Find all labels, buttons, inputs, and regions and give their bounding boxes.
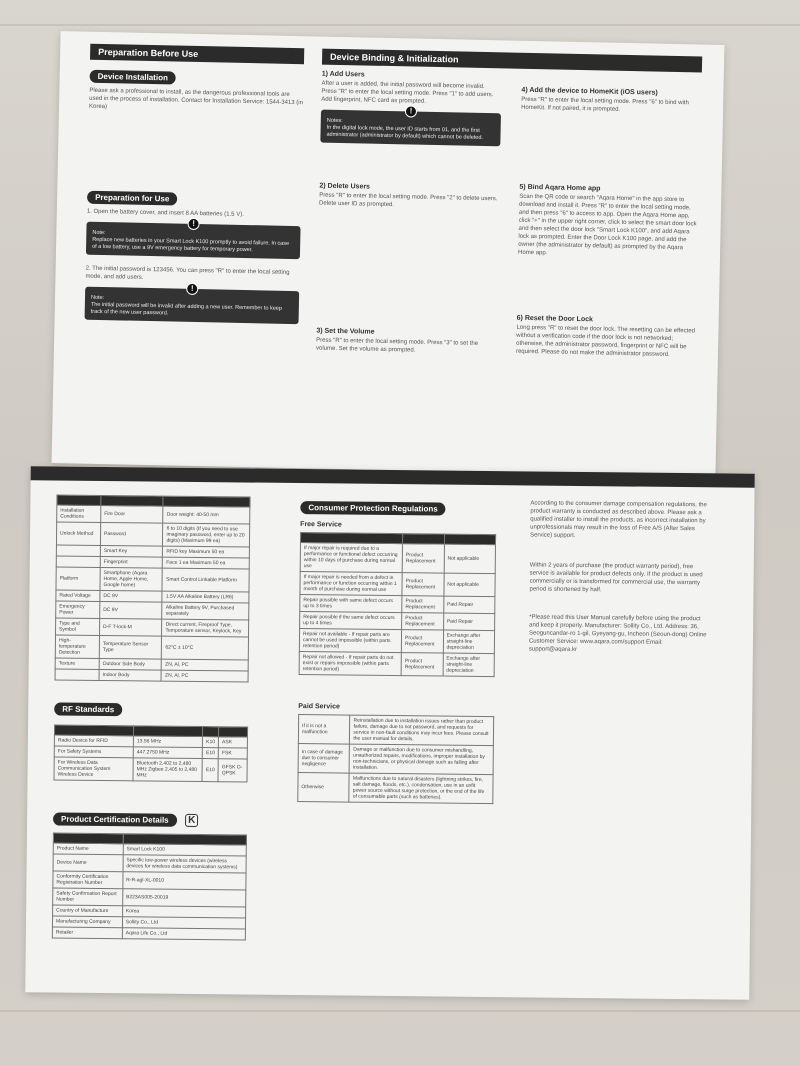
- spec-table-cell: Outdoor Side Body: [99, 658, 162, 670]
- kc-mark-icon: K: [185, 814, 198, 827]
- delete-users-text: Press "R" to enter the local setting mode. Press "2" to delete users. Delete user ID as prompted.: [318, 192, 498, 209]
- spec-table-cell: Temperature Sensor Type: [99, 635, 162, 659]
- paid-service-table-cell: If it is not a malfunction: [298, 715, 350, 745]
- set-volume-text: Press "R" to enter the local setting mode. Press "3" to set the volume. Set the volume as prompted.: [315, 337, 479, 354]
- cert-table-row: [52, 927, 245, 940]
- rf-table-cell: E10: [202, 748, 218, 759]
- free-service-table-cell: Product Replacement: [402, 596, 444, 613]
- binding-col-1: [316, 71, 502, 357]
- consumer-protection-pill: Consumer Protection Regulations: [300, 501, 445, 516]
- spec-table-cell: Smartphone (Aqara Home, Apple Home, Google home): [100, 567, 163, 591]
- free-service-table-cell: Repair possible with same defect occurs up to 3 times: [300, 595, 402, 613]
- preparation-bar: Preparation Before Use: [90, 44, 304, 64]
- paid-service-table: [297, 714, 494, 804]
- free-service-table-cell: Paid Repair: [443, 613, 495, 631]
- cert-table-row: [53, 888, 246, 907]
- note-box-1: [86, 218, 301, 259]
- free-service-table-row: [300, 572, 495, 597]
- floor-seam-1: [0, 24, 800, 26]
- note-box-2: [85, 283, 300, 324]
- free-service-table-cell: Product Replacement: [402, 544, 444, 573]
- paid-service-table-cell: Reinstallation due to installation issues rather than product failure, damage due to not password, and requests for service in non-fault conditions may incur fees. Please consult the user manual for details.: [350, 715, 494, 746]
- cert-table-cell: Manufacturing Company: [52, 916, 122, 928]
- spec-table-cell: Smart Key: [100, 545, 163, 557]
- free-service-table-row: [299, 629, 494, 654]
- note-2-title: Note:: [90, 294, 105, 302]
- rf-table-cell: Bluetooth 2,402 to 2,480 MHz Zigbee 2,405 to 2,480 MHz: [133, 758, 203, 782]
- free-service-title: Free Service: [300, 521, 342, 529]
- spec-table-cell: Rated Voltage: [56, 590, 100, 601]
- paid-service-table-cell: Otherwise: [298, 773, 350, 803]
- spec-table-cell: Texture: [55, 658, 99, 669]
- free-service-table-cell: Repair not available - If repair parts are cannot be used impossible (within parts retention period): [299, 629, 401, 653]
- spec-table-cell: [56, 556, 100, 567]
- device-installation-text: Please ask a professional to install, as the dangerous professional tools are used in the process of installation. Contact for Installation Service: 1544-3413 (in Korea): [88, 87, 303, 111]
- preparation-pill: Preparation for Use: [87, 191, 178, 206]
- spec-table-cell: Direct current, Fireproof Type, Temporature sensor, Keylock, Key: [162, 619, 249, 637]
- free-service-table-cell: Not applicable: [444, 544, 496, 574]
- free-service-table-cell: Product Replacement: [401, 630, 443, 653]
- rf-table-cell: GFSK O-QPSK: [218, 759, 247, 782]
- cert-table-row: [53, 854, 246, 873]
- reset-title: 6) Reset the Door Lock: [516, 314, 593, 324]
- spec-table-cell: Type and Symbol: [56, 618, 100, 635]
- warning-icon: !: [187, 218, 199, 230]
- add-users-note: [320, 106, 501, 147]
- spec-table-cell: Fingerprint: [100, 556, 163, 568]
- reset-text: Long press "R" to reset the door lock. The resetting can be effected without a verification code if the door lock is not networked; otherwise, the administrator password, fingerprint or NFC will be required. Please do not make the administrator password.: [515, 324, 695, 358]
- bottom-left-column: [52, 494, 251, 940]
- spec-table: [55, 494, 251, 682]
- free-service-table-row: [300, 612, 495, 631]
- spec-table-row: [57, 505, 250, 524]
- spec-table-cell: High-temperature Detection: [55, 635, 99, 658]
- manual-page-bottom: [25, 466, 754, 1000]
- spec-table-cell: Smart Control Linkable Platform: [162, 568, 249, 592]
- rf-table-cell: FSK: [218, 748, 247, 759]
- paid-service-table-cell: Malfunctions due to natural disasters (lightning strikes, fire, salt damage, floods, etc.), condensation, use in an unfit power source without surge protection, or the end of the life of consumable parts (such as batteries).: [349, 773, 493, 804]
- spec-table-cell: Platform: [56, 567, 100, 590]
- warranty-text-1: According to the consumer damage compensation regulations, the product warranty is conducted as described above. Please ask a qualified installer to install the products, as incorrect installation by unprofessionals may result in the loss of Free A/S (After Sales Service) support.: [530, 500, 707, 539]
- cert-table-cell: Product Name: [53, 843, 123, 855]
- free-service-table-cell: Paid Repair: [443, 596, 495, 614]
- add-users-text: After a user is added, the initial password will become invalid. Press "R" to enter the local setting mode. Press "1" to add users. Add fingerprint, NFC card as prompted.: [321, 80, 494, 105]
- rf-table-cell: K10: [203, 737, 219, 748]
- cert-table-cell: Sollity Co., Ltd: [122, 917, 245, 929]
- spec-table-row: [55, 635, 248, 660]
- spec-table-cell: Door weight: 40-50 mm: [163, 506, 250, 524]
- left-column: [85, 44, 305, 324]
- homekit-title: 4) Add the device to HomeKit (iOS users): [521, 86, 658, 97]
- spec-table-row: [56, 618, 249, 637]
- free-service-table-cell: Exchange after straight-line depreciation: [443, 630, 495, 654]
- spec-table-cell: Installation Conditions: [57, 505, 101, 522]
- free-service-table-row: [300, 543, 495, 574]
- spec-table-cell: Alkaline Battery 9V, Purchased separately: [162, 602, 249, 620]
- free-service-table-cell: Product Replacement: [402, 613, 444, 630]
- cert-table-cell: Specific low-power wireless devices (wireless devices for wireless data communication systems): [123, 855, 246, 873]
- bottom-right-column: [529, 499, 711, 655]
- rf-table-cell: For Wireless Data Communication System Wireless Device: [54, 757, 133, 781]
- delete-users-title: 2) Delete Users: [319, 182, 371, 191]
- spec-table-row: [55, 669, 248, 682]
- spec-table-cell: DC 9V: [100, 601, 163, 619]
- free-service-table-cell: Product Replacement: [402, 573, 444, 596]
- manual-page-top: [52, 31, 725, 477]
- cert-table-row: [53, 871, 246, 890]
- paid-service-table-row: [298, 715, 493, 746]
- manufacturer-info: *Please read this User Manual carefully before using the product and keep it properly. Manufacturer: Sollity Co., Ltd. Address: 36, Seoguncandar-ro 1-gil, Gyeyang-gu, Incheon (Seoun-dong) Online Customer Service: www.aqara.com/support Email: support@aqara.kr: [528, 614, 707, 653]
- spec-table-cell: Indoor Body: [99, 669, 162, 681]
- aqara-title: 5) Bind Aqara Home app: [519, 183, 601, 193]
- rf-table-cell: For Safety Systems: [54, 746, 133, 758]
- add-users-title: 1) Add Users: [321, 70, 365, 79]
- certification-pill: Product Certification Details: [53, 812, 177, 826]
- paid-service-table-cell: In case of damage due to consumer negligence: [298, 744, 350, 774]
- warranty-text-2: Within 2 years of purchase (the product warranty period), free service is available for product defects only. If the product is used commercially or is transformed for commercial use, the warranty period is shortened by half.: [529, 562, 703, 594]
- spec-table-row: [56, 522, 249, 547]
- rf-standards-pill: RF Standards: [54, 702, 122, 716]
- cert-table-cell: Device Name: [53, 854, 123, 872]
- spec-table-cell: DC 9V: [100, 590, 163, 602]
- set-volume-title: 3) Set the Volume: [316, 327, 375, 336]
- spec-table-cell: Face 1 ea Maximum 50 ea: [163, 557, 250, 569]
- cert-table-cell: B223AS005-20019: [122, 889, 245, 907]
- warning-icon: !: [186, 283, 198, 295]
- rf-table-cell: 447.2750 MHz: [133, 747, 202, 759]
- rf-table: [53, 724, 248, 782]
- spec-table-row: [56, 567, 249, 592]
- cert-table-cell: Korea: [122, 906, 245, 918]
- cert-table-cell: Smart Lock K100: [123, 844, 246, 856]
- device-binding-bar: Device Binding & Initialization: [322, 49, 702, 73]
- rf-table-cell: Radio Device for RFID: [54, 735, 133, 747]
- paid-service-table-cell: Damage or malfunction due to consumer mishandling, unauthorized repairs, modifications, improper installation by non-technicians, or physical damage such as falling after installation.: [349, 744, 493, 775]
- spec-table-cell: Unlock Method: [56, 522, 100, 545]
- paid-service-table-row: [298, 773, 493, 804]
- add-users-note-text: In the digital lock mode, the user ID starts from 01, and the first administrator (administrator by default) which cannot be deleted.: [326, 124, 484, 141]
- spec-table-cell: 62°C ± 10°C: [162, 636, 249, 660]
- paid-service-title: Paid Service: [298, 703, 340, 711]
- free-service-table-cell: Not applicable: [444, 573, 496, 597]
- spec-table-row: [56, 601, 249, 620]
- cert-table-cell: Retailer: [52, 927, 122, 939]
- binding-col-2: [516, 87, 702, 360]
- spec-table-cell: Emergency Power: [56, 601, 100, 618]
- rf-table-row: [54, 757, 247, 782]
- cert-table-cell: R-R-agl-XL-0010: [123, 872, 246, 890]
- aqara-text: Scan the QR code or search "Aqara Home" in the app store to download and install it. Press "R" to enter the local setting mode, and then press "6" to access to app. Open the Aqara Home app, click "+" in the upper right corner, click to select the smart door lock and then select the door lock "Smart Lock K100", and add Aqara lock as prompted. Enter the Door Lock K100 page, and add the owner (the administrator by default) as prompted by the Aqara Home app.: [517, 193, 697, 257]
- spec-table-cell: [55, 669, 99, 680]
- prep-step-2: 2. The initial password is 123456. You can press "R" to enter the local setting mode, and add users.: [85, 265, 290, 281]
- free-service-table-cell: If major repair is needed from a defect in performance or function occurring within 1 month of purchase during normal use: [300, 572, 402, 596]
- add-users-note-title: Notes:: [326, 117, 343, 125]
- bottom-middle-column: [297, 497, 496, 804]
- cert-table-cell: Conformity Certification Registration Number: [53, 871, 123, 889]
- cert-table-cell: Country of Manufacture: [53, 905, 123, 917]
- free-service-table-row: [300, 595, 495, 614]
- device-installation-pill: Device Installation: [90, 70, 177, 85]
- free-service-table-cell: Exchange after straight-line depreciation: [443, 653, 495, 677]
- spec-table-cell: ZN, Al, PC: [161, 670, 248, 682]
- right-area: [315, 49, 702, 358]
- free-service-table: [299, 532, 496, 677]
- free-service-table-cell: Repair not allowed - If repair parts do not exist or repairs impossible (within parts retention period): [299, 652, 401, 676]
- note-2-text: The initial password will be invalid after adding a new user. Remember to keep track of the new user password.: [90, 301, 282, 317]
- spec-table-cell: Password: [100, 522, 163, 546]
- spec-table-cell: 1.5V AA Alkaline Battery (LR6): [162, 591, 249, 603]
- spec-table-cell: 6 to 10 digits (If you need to use imaginary password, enter up to 20 digits) (Maximum 99 ea): [163, 523, 250, 547]
- warning-icon: !: [405, 105, 417, 117]
- floor-seam-2: [0, 1010, 800, 1012]
- cert-table-cell: Aqara Life Co., Ltd: [122, 928, 245, 940]
- free-service-table-cell: If major repair is required due to a performance or functional defect occurring within 10 days of purchase during normal use: [300, 543, 402, 573]
- spec-table-cell: ZN, Al, PC: [162, 659, 249, 671]
- spec-table-cell: D-F T-lock-M: [99, 618, 162, 636]
- rf-table-cell: 13.56 MHz: [133, 736, 202, 748]
- spec-table-cell: [56, 545, 100, 556]
- prep-step-1: 1. Open the battery cover, and insert 8 AA batteries (1.5 V).: [86, 208, 244, 218]
- spec-table-cell: RFID key Maximum 50 ea: [163, 546, 250, 558]
- paid-service-table-row: [298, 744, 493, 775]
- spec-table-cell: Fire Door: [101, 505, 164, 523]
- note-1-text: Replace new batteries in your Smart Lock K100 promptly to avoid failure. In case of a low battery, use a 9V emergency battery for temporary power.: [92, 236, 290, 254]
- free-service-table-row: [299, 652, 494, 677]
- free-service-table-cell: Product Replacement: [401, 653, 443, 676]
- free-service-table-cell: Repair possible if the same defect occurs up to 4 times: [300, 612, 402, 630]
- cert-table-cell: Safety Confirmation Report Number: [53, 888, 123, 906]
- homekit-text: Press "R" to enter the local setting mode. Press "6" to bind with HomeKit. If not paired, it is prompted.: [521, 96, 689, 113]
- note-1-title: Note:: [92, 229, 106, 237]
- cert-table: [52, 832, 247, 940]
- rf-table-cell: E10: [202, 759, 218, 782]
- rf-table-cell: ASK: [219, 737, 248, 748]
